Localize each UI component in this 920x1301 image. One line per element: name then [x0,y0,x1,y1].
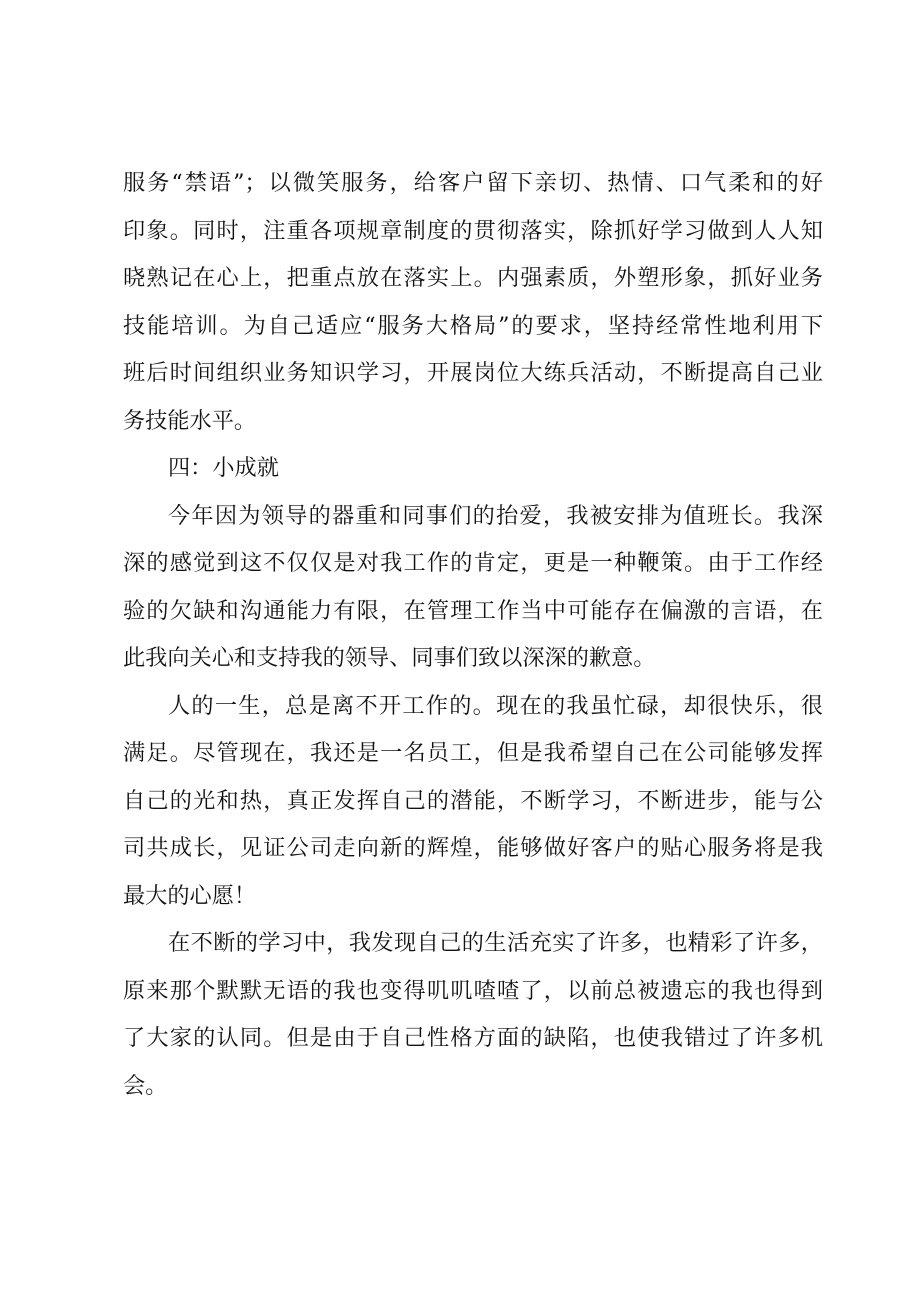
text-line: 司共成长，见证公司走向新的辉煌，能够做好客户的贴心服务将是我 [123,835,823,861]
text-line: 满足。尽管现在，我还是一名员工，但是我希望自己在公司能够发挥 [123,740,823,766]
text-line: 服务“禁语”；以微笑服务，给客户留下亲切、热情、口气柔和的好 [123,170,823,196]
text-line: 务技能水平。 [123,408,257,434]
text-line: 自己的光和热，真正发挥自己的潜能，不断学习，不断进步，能与公 [123,788,823,814]
text-line: 深的感觉到这不仅仅是对我工作的肯定，更是一种鞭策。由于工作经 [123,550,823,576]
text-line: 验的欠缺和沟通能力有限，在管理工作当中可能存在偏激的言语，在 [123,598,823,624]
text-line: 最大的心愿！ [123,883,257,909]
text-line: 今年因为领导的器重和同事们的抬爱，我被安排为值班长。我深 [168,503,823,529]
text-line: 技能培训。为自己适应“服务大格局”的要求，坚持经常性地利用下 [123,313,823,339]
text-line: 此我向关心和支持我的领导、同事们致以深深的歉意。 [123,645,656,671]
text-line: 在不断的学习中，我发现自己的生活充实了许多，也精彩了许多， [168,930,823,956]
text-line: 晓熟记在心上，把重点放在落实上。内强素质，外塑形象，抓好业务 [123,265,823,291]
text-line: 会。 [123,1073,168,1099]
section-heading: 四：小成就 [168,455,279,481]
text-line: 了大家的认同。但是由于自己性格方面的缺陷，也使我错过了许多机 [123,1025,823,1051]
text-line: 原来那个默默无语的我也变得叽叽喳喳了，以前总被遗忘的我也得到 [123,978,823,1004]
text-line: 班后时间组织业务知识学习，开展岗位大练兵活动，不断提高自己业 [123,360,823,386]
text-line: 人的一生，总是离不开工作的。现在的我虽忙碌，却很快乐，很 [168,693,823,719]
text-line: 印象。同时，注重各项规章制度的贯彻落实，除抓好学习做到人人知 [123,218,823,244]
